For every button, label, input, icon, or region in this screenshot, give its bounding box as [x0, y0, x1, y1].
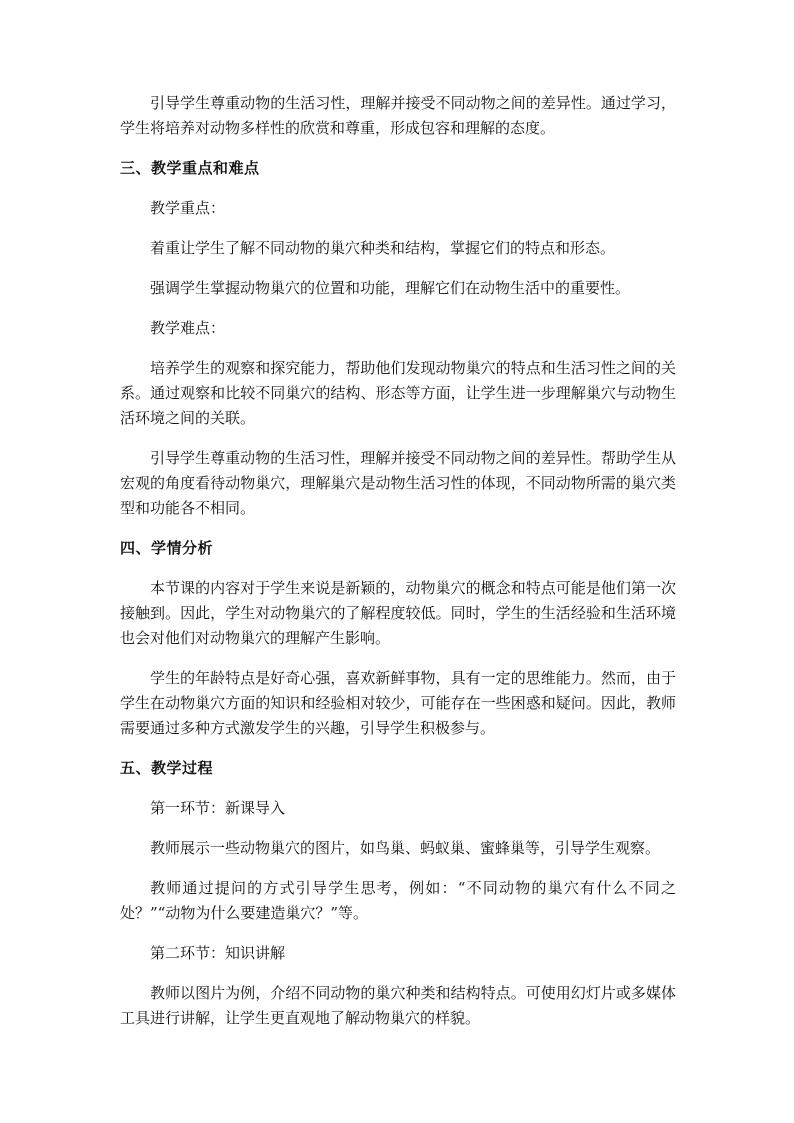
paragraph: 着重让学生了解不同动物的巢穴种类和结构，掌握它们的特点和形态。 [150, 239, 616, 257]
paragraph: 强调学生掌握动物巢穴的位置和功能，理解它们在动物生活中的重要性。 [150, 279, 631, 297]
paragraph: 引导学生尊重动物的生活习性，理解并接受不同动物之间的差异性。帮助学生从宏观的角度看待动物巢穴，理解巢穴是动物生活习性的体现，不同动物所需的巢穴类型和功能各不相同。 [120, 449, 676, 517]
paragraph: 学生的年龄特点是好奇心强，喜欢新鲜事物，具有一定的思维能力。然而，由于学生在动物巢穴方面的知识和经验相对较少，可能存在一些困惑和疑问。因此，教师需要通过多种方式激发学生的兴趣，引导学生积极参与。 [120, 669, 676, 737]
paragraph: 引导学生尊重动物的生活习性，理解并接受不同动物之间的差异性。通过学习，学生将培养对动物多样性的欣赏和尊重，形成包容和理解的态度。 [120, 94, 676, 137]
section-heading-5: 五、教学过程 [120, 759, 214, 777]
paragraph: 本节课的内容对于学生来说是新颖的，动物巢穴的概念和特点可能是他们第一次接触到。因此，学生对动物巢穴的了解程度较低。同时，学生的生活经验和生活环境也会对他们对动物巢穴的理解产生影响。 [120, 579, 676, 647]
paragraph: 教学重点： [150, 199, 226, 217]
section-heading-3: 三、教学重点和难点 [120, 159, 260, 177]
paragraph: 教学难点： [150, 319, 226, 337]
paragraph: 教师以图片为例，介绍不同动物的巢穴种类和结构特点。可使用幻灯片或多媒体工具进行讲解，让学生更直观地了解动物巢穴的样貌。 [120, 984, 676, 1027]
paragraph: 第一环节：新课导入 [150, 799, 286, 817]
paragraph: 培养学生的观察和探究能力，帮助他们发现动物巢穴的特点和生活习性之间的关系。通过观察和比较不同巢穴的结构、形态等方面，让学生进一步理解巢穴与动物生活环境之间的关联。 [120, 359, 676, 427]
paragraph: 第二环节：知识讲解 [150, 944, 286, 962]
paragraph: 教师通过提问的方式引导学生思考，例如：“不同动物的巢穴有什么不同之处？”“动物为什么要建造巢穴？”等。 [120, 879, 676, 922]
paragraph: 教师展示一些动物巢穴的图片，如鸟巢、蚂蚁巢、蜜蜂巢等，引导学生观察。 [150, 839, 661, 857]
document-body [120, 91, 676, 1046]
section-heading-4: 四、学情分析 [120, 539, 214, 557]
